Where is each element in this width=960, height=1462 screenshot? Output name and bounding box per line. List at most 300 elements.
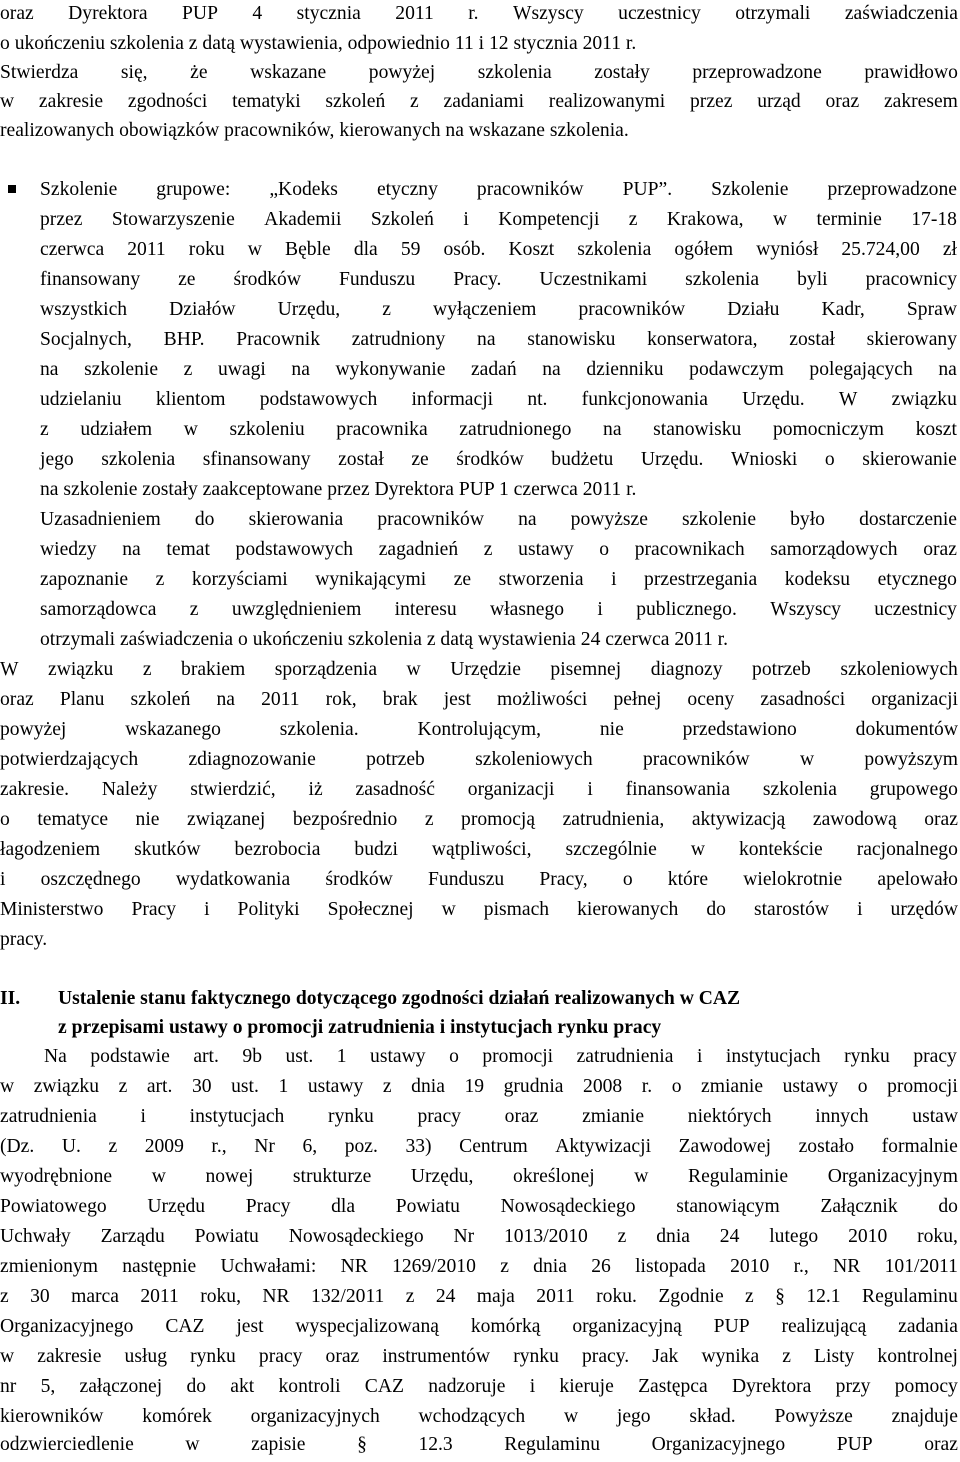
- word: stanowiącym: [676, 1196, 780, 1217]
- word: 6,: [302, 1136, 318, 1157]
- word: zatrudniony: [351, 329, 446, 350]
- word: 1: [278, 1076, 289, 1097]
- word: z: [118, 1076, 128, 1097]
- word: (Dz.: [0, 1136, 35, 1157]
- word: ustawy: [782, 1076, 839, 1097]
- text-line: [40, 326, 957, 354]
- word: o: [599, 539, 610, 560]
- word: wiedzy: [40, 539, 97, 560]
- word: iż: [308, 779, 323, 800]
- word: Polityki: [237, 899, 300, 920]
- text-line: [0, 1313, 958, 1341]
- word: publicznego.: [636, 599, 737, 620]
- word: z: [424, 809, 434, 830]
- text-line: [40, 206, 957, 234]
- word: koszt: [915, 419, 957, 440]
- word: na: [938, 359, 957, 380]
- word: roku,: [917, 1226, 958, 1247]
- word: zostały: [594, 62, 650, 83]
- word: z: [745, 1286, 754, 1307]
- word: Na: [44, 1046, 67, 1067]
- word: wszystkich: [40, 299, 128, 320]
- word: otrzymali: [735, 3, 811, 24]
- word: zawodową: [812, 809, 897, 830]
- word: Nowosądeckiego: [500, 1196, 636, 1217]
- word: kierowników: [0, 1406, 104, 1427]
- word: stycznia: [296, 3, 361, 24]
- word: 1013/2010: [504, 1226, 588, 1247]
- word: dostarczenie: [859, 509, 957, 530]
- word: Zastępca: [638, 1376, 708, 1397]
- word: apelowało: [877, 869, 958, 890]
- word: Wszyscy: [512, 3, 584, 24]
- word: ustaw: [912, 1106, 958, 1127]
- word: szkoleń: [325, 91, 386, 112]
- word: listopada: [635, 1256, 706, 1277]
- word: zakresie: [37, 1346, 102, 1367]
- word: zgodności: [127, 91, 208, 112]
- word: szkolenia.: [279, 719, 359, 740]
- word: oraz: [923, 539, 957, 560]
- word: instrumentów: [382, 1346, 491, 1367]
- word: podstawowych: [235, 539, 354, 560]
- word: potrzeb: [752, 659, 811, 680]
- word: zakresie: [38, 91, 104, 112]
- text-line: [0, 866, 958, 894]
- word: nadzoruje: [428, 1376, 506, 1397]
- word: oraz: [0, 689, 34, 710]
- word: 9b: [242, 1046, 262, 1067]
- word: uczestnicy: [874, 599, 957, 620]
- word: Kadr,: [821, 299, 865, 320]
- word: Nr: [254, 1136, 275, 1157]
- word: promocji: [482, 1046, 554, 1067]
- word: wykonywanie: [335, 359, 446, 380]
- text-line: [0, 1431, 958, 1459]
- word: pracownika: [336, 419, 428, 440]
- word: Listy: [814, 1346, 855, 1367]
- word: z: [40, 419, 49, 440]
- word: bezrobocia: [234, 839, 321, 860]
- word: określonej: [513, 1166, 595, 1187]
- word: o: [824, 449, 835, 470]
- word: zakresie.: [0, 779, 70, 800]
- text-line: [0, 1193, 958, 1221]
- word: brak: [382, 689, 418, 710]
- word: Zarządu: [100, 1226, 165, 1247]
- text-line: na szkolenie zostały zaakceptowane przez Dyrektora PUP 1 czerwca 2011 r.: [40, 479, 637, 500]
- word: szkolenia: [762, 779, 837, 800]
- text-line: [0, 1133, 958, 1161]
- word: oraz: [924, 809, 958, 830]
- word: oraz: [325, 1346, 360, 1367]
- word: komórką: [470, 1316, 541, 1337]
- word: wyspecjalizowaną: [295, 1316, 439, 1337]
- word: oraz: [0, 3, 34, 24]
- word: 5,: [40, 1376, 56, 1397]
- word: i: [463, 209, 469, 230]
- word: Wszyscy: [770, 599, 841, 620]
- word: r.,: [793, 1256, 809, 1277]
- word: tematyki: [232, 91, 301, 112]
- word: zasadności: [760, 689, 846, 710]
- word: uczestnicy: [618, 3, 701, 24]
- word: tematyce: [37, 809, 109, 830]
- word: w: [690, 839, 705, 860]
- word: Załącznik: [820, 1196, 898, 1217]
- word: §: [357, 1434, 367, 1455]
- text-line: [0, 656, 958, 684]
- word: dokumentów: [855, 719, 958, 740]
- word: pracowników: [377, 509, 484, 530]
- word: 2010: [730, 1256, 770, 1277]
- word: oraz: [924, 1434, 958, 1455]
- text-line: [0, 1253, 958, 1281]
- word: o: [449, 1046, 459, 1067]
- word: wielokrotnie: [743, 869, 843, 890]
- word: 2011: [261, 689, 300, 710]
- word: temat: [166, 539, 210, 560]
- word: Urzędu.: [640, 449, 704, 470]
- word: przeprowadzone: [827, 179, 957, 200]
- word: oraz: [825, 91, 860, 112]
- word: Uchwały: [0, 1226, 71, 1247]
- word: prawidłowo: [864, 62, 958, 83]
- word: w: [185, 1434, 200, 1455]
- word: 19: [464, 1076, 485, 1097]
- word: własnego: [490, 599, 565, 620]
- word: pracy: [258, 1346, 303, 1367]
- word: wyłączeniem: [433, 299, 537, 320]
- word: 24: [435, 1286, 456, 1307]
- word: 2011: [140, 1286, 179, 1307]
- text-line: [0, 836, 958, 864]
- word: w: [247, 239, 262, 260]
- word: z: [155, 569, 165, 590]
- word: nie: [599, 719, 624, 740]
- word: dnia: [533, 1256, 567, 1277]
- word: w: [406, 659, 421, 680]
- word: CAZ: [165, 1316, 205, 1337]
- word: Pracy: [131, 899, 177, 920]
- word: zatrudnienia: [576, 1046, 674, 1067]
- word: art.: [193, 1046, 219, 1067]
- word: z: [405, 1286, 415, 1307]
- word: nie: [135, 809, 160, 830]
- word: Stwierdza: [0, 62, 79, 83]
- word: na: [603, 419, 622, 440]
- word: szkoleniowych: [840, 659, 958, 680]
- word: interesu: [394, 599, 457, 620]
- word: promocją: [461, 809, 536, 830]
- word: byli: [797, 269, 828, 290]
- word: i: [529, 1376, 536, 1397]
- word: przedstawiono: [682, 719, 797, 740]
- word: szkolenia: [101, 449, 176, 470]
- text-line: [0, 746, 958, 774]
- word: znajduje: [891, 1406, 958, 1427]
- word: Stowarzyszenie: [111, 209, 235, 230]
- word: Urzędu: [147, 1196, 206, 1217]
- word: w: [183, 419, 198, 440]
- word: z: [617, 1226, 627, 1247]
- word: Urzędu.: [742, 389, 805, 410]
- word: w: [799, 749, 815, 770]
- word: terminie: [816, 209, 882, 230]
- word: udziałem: [80, 419, 153, 440]
- word: Urzędu,: [277, 299, 341, 320]
- word: podstawie: [90, 1046, 170, 1067]
- section-title: Ustalenie stanu faktycznego dotyczącego zgodności działań realizowanych w CAZ: [58, 988, 741, 1009]
- word: dzienniku: [586, 359, 664, 380]
- word: NR: [340, 1256, 368, 1277]
- word: z: [183, 359, 193, 380]
- word: Pracy.: [453, 269, 502, 290]
- word: i: [611, 569, 617, 590]
- word: 12.1: [806, 1286, 841, 1307]
- word: uwagi: [217, 359, 266, 380]
- word: roku.: [596, 1286, 637, 1307]
- word: i: [0, 869, 6, 890]
- word: z: [142, 659, 152, 680]
- word: realizowanymi: [548, 91, 666, 112]
- word: zostało: [798, 1136, 855, 1157]
- word: zadania: [898, 1316, 958, 1337]
- bullet-marker: [8, 185, 16, 193]
- word: z: [410, 91, 419, 112]
- word: się,: [120, 62, 148, 83]
- word: przez: [40, 209, 83, 230]
- word: pomocniczym: [772, 419, 884, 440]
- word: wskazanego: [125, 719, 221, 740]
- word: rynku: [328, 1106, 374, 1127]
- word: związanej: [187, 809, 266, 830]
- word: aktywizacją: [691, 809, 786, 830]
- word: organizacyjnych: [250, 1406, 380, 1427]
- word: szkolenia: [577, 239, 652, 260]
- word: pracy: [417, 1106, 461, 1127]
- word: ustawy: [370, 1046, 426, 1067]
- word: Działów: [169, 299, 236, 320]
- word: zapisie: [251, 1434, 306, 1455]
- word: dla: [353, 239, 378, 260]
- text-line: [40, 236, 957, 264]
- word: możliwości: [497, 689, 588, 710]
- word: 12.3: [418, 1434, 453, 1455]
- word: 25.724,00: [841, 239, 920, 260]
- word: 2011: [127, 239, 166, 260]
- word: do: [938, 1196, 958, 1217]
- word: PUP: [836, 1434, 873, 1455]
- word: Uzasadnieniem: [40, 509, 161, 530]
- word: lutego: [769, 1226, 819, 1247]
- word: powyższym: [864, 749, 958, 770]
- word: Funduszu: [428, 869, 505, 890]
- word: na: [477, 329, 496, 350]
- word: „Kodeks: [269, 179, 338, 200]
- text-line: [40, 296, 957, 324]
- word: zakresem: [883, 91, 958, 112]
- word: roku,: [200, 1286, 242, 1307]
- text-line: [0, 1373, 958, 1401]
- word: zatrudnienia,: [562, 809, 665, 830]
- word: jego: [40, 449, 74, 470]
- word: pracowników: [476, 179, 584, 200]
- word: zdiagnozowanie: [188, 749, 316, 770]
- word: podawczym: [689, 359, 784, 380]
- word: informacji: [411, 389, 494, 410]
- word: podstawowych: [259, 389, 378, 410]
- word: komórek: [142, 1406, 212, 1427]
- word: szkolenie: [84, 359, 159, 380]
- word: Szkoleń: [370, 209, 434, 230]
- word: załączonej: [79, 1376, 163, 1397]
- word: konserwatora,: [647, 329, 758, 350]
- word: skierowany: [866, 329, 957, 350]
- word: kierowanych: [577, 899, 679, 920]
- word: z: [108, 1136, 118, 1157]
- text-line: [0, 1073, 958, 1101]
- word: 17-18: [911, 209, 957, 230]
- word: zadaniami: [443, 91, 525, 112]
- word: do: [706, 899, 726, 920]
- word: uwzględnieniem: [231, 599, 362, 620]
- word: pracowników: [578, 299, 686, 320]
- word: Pracy,: [539, 869, 588, 890]
- word: 2009: [144, 1136, 184, 1157]
- word: 132/2011: [311, 1286, 385, 1307]
- text-line: [0, 59, 958, 87]
- word: poz.: [344, 1136, 378, 1157]
- word: wynika: [701, 1346, 760, 1367]
- word: do: [194, 509, 215, 530]
- word: wyodrębnione: [0, 1166, 113, 1187]
- word: Działu: [727, 299, 780, 320]
- word: wynikającymi: [315, 569, 427, 590]
- word: nt.: [527, 389, 548, 410]
- text-line: [0, 1283, 958, 1311]
- word: Ministerstwo: [0, 899, 104, 920]
- word: strukturze: [292, 1166, 372, 1187]
- word: w: [0, 1076, 15, 1097]
- word: Regulaminu: [504, 1434, 601, 1455]
- word: związku: [891, 389, 957, 410]
- word: 33): [405, 1136, 432, 1157]
- text-line: [0, 716, 958, 744]
- word: Szkolenie: [40, 179, 118, 200]
- word: Powiatu: [395, 1196, 460, 1217]
- text-line: [40, 266, 957, 294]
- word: powyższe: [570, 509, 648, 530]
- text-line: [0, 686, 958, 714]
- word: organizacji: [467, 779, 555, 800]
- word: nowej: [205, 1166, 254, 1187]
- word: zaświadczenia: [844, 3, 958, 24]
- word: Koszt: [508, 239, 555, 260]
- text-line: [44, 1043, 957, 1071]
- word: BHP.: [163, 329, 205, 350]
- text-line: [40, 176, 957, 204]
- word: PUP: [713, 1316, 750, 1337]
- word: nr: [0, 1376, 17, 1397]
- word: 2010: [848, 1226, 888, 1247]
- word: Akademii: [264, 209, 342, 230]
- text-line: [0, 1103, 958, 1131]
- word: r.: [468, 3, 479, 24]
- word: instytucjach: [189, 1106, 285, 1127]
- word: etyczny: [376, 179, 438, 200]
- section-title: z przepisami ustawy o promocji zatrudnienia i instytucjach rynku pracy: [58, 1017, 662, 1038]
- word: do: [186, 1376, 207, 1397]
- word: ust.: [285, 1046, 314, 1067]
- word: zmianie: [582, 1106, 645, 1127]
- word: szkoleniu: [229, 419, 305, 440]
- word: Kompetencji: [498, 209, 600, 230]
- word: Jak: [652, 1346, 679, 1367]
- word: oszczędnego: [40, 869, 141, 890]
- word: dnia: [656, 1226, 690, 1247]
- word: Dyrektora: [68, 3, 148, 24]
- word: szkolenia: [477, 62, 552, 83]
- word: skład.: [689, 1406, 736, 1427]
- word: Socjalnych,: [40, 329, 132, 350]
- word: pracy: [913, 1046, 957, 1067]
- word: zatrudnienia: [0, 1106, 97, 1127]
- word: skutków: [134, 839, 201, 860]
- word: Wnioski: [730, 449, 798, 470]
- word: i: [597, 599, 603, 620]
- word: zasadność: [355, 779, 435, 800]
- text-line: [0, 88, 958, 116]
- word: rok,: [325, 689, 357, 710]
- word: 59: [400, 239, 421, 260]
- word: potrzeb: [366, 749, 425, 770]
- word: NR: [833, 1256, 861, 1277]
- word: 30: [191, 1076, 212, 1097]
- word: 1: [336, 1046, 347, 1067]
- word: w: [151, 1166, 166, 1187]
- word: brakiem: [181, 659, 246, 680]
- text-line: [0, 776, 958, 804]
- word: związku: [48, 659, 114, 680]
- word: r.,: [211, 1136, 227, 1157]
- word: w: [772, 209, 788, 230]
- word: zadań: [470, 359, 517, 380]
- word: PUP: [182, 3, 218, 24]
- word: czerwca: [40, 239, 105, 260]
- text-line: [40, 596, 957, 624]
- word: z: [382, 1076, 392, 1097]
- word: środków: [233, 269, 301, 290]
- word: udzielaniu: [40, 389, 122, 410]
- word: Krakowa,: [666, 209, 744, 230]
- text-line: [0, 1343, 958, 1371]
- word: etycznego: [877, 569, 957, 590]
- word: pismach: [483, 899, 550, 920]
- word: klientom: [155, 389, 226, 410]
- section-number: II.: [0, 988, 21, 1009]
- word: rynku: [190, 1346, 236, 1367]
- word: organizacji: [871, 689, 958, 710]
- word: osób.: [443, 239, 486, 260]
- word: 26: [591, 1256, 611, 1277]
- word: na: [518, 509, 537, 530]
- word: grudnia: [503, 1076, 564, 1097]
- word: w: [563, 1406, 579, 1427]
- text-line: [40, 506, 957, 534]
- word: sfinansowany: [202, 449, 311, 470]
- word: Zgodnie: [658, 1286, 724, 1307]
